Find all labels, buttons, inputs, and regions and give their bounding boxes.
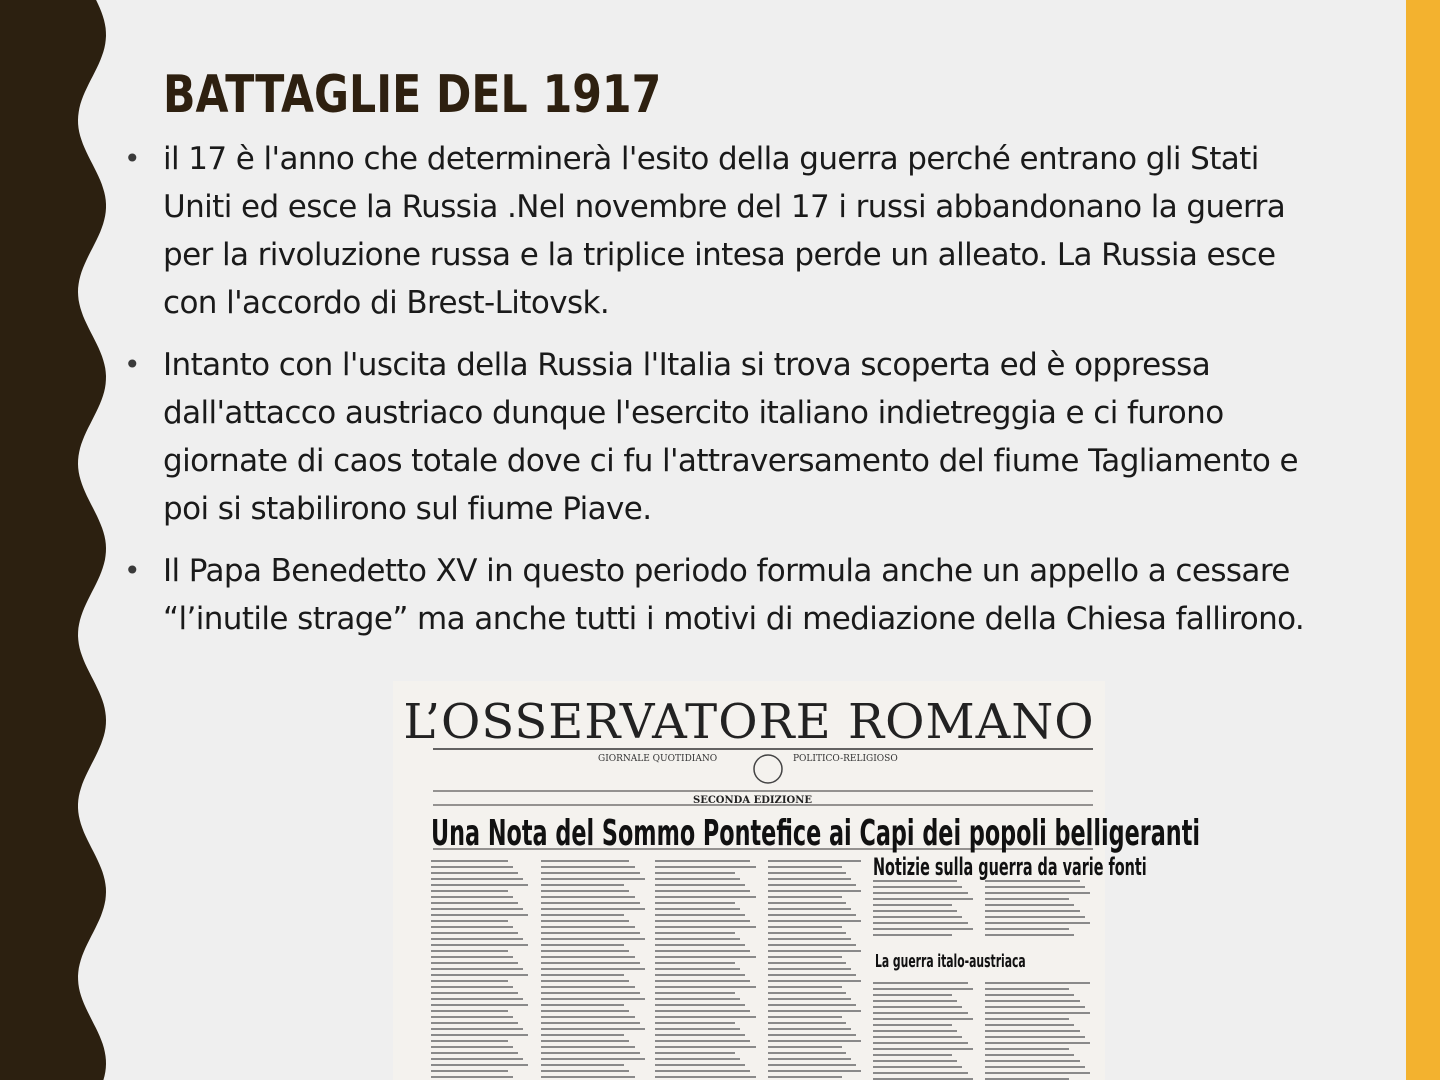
bullet-dot: • (124, 554, 140, 587)
newspaper-subhead-right: POLITICO-RELIGIOSO (793, 754, 898, 764)
newspaper-small-head: La guerra italo-austriaca (875, 951, 1026, 972)
bullet-list (122, 135, 1322, 657)
newspaper-masthead: L’OSSERVATORE ROMANO (403, 694, 1095, 750)
newspaper-headline: Una Nota del Sommo Pontefice ai Capi dei popoli belligeranti (431, 813, 1201, 854)
bullet-item (122, 341, 1322, 533)
newspaper-image (393, 681, 1201, 1080)
bullet-text: il 17 è l'anno che determinerà l'esito della guerra perché entrano gli Stati Uniti ed esce la Russia .Nel novembre del 17 i russi abbandonano la guerra per la rivoluzione russa e la triplice intesa perde un alleato. La Russia esce con l'accordo di Brest-Litovsk. (163, 141, 1286, 321)
newspaper-subheadline: Notizie sulla guerra da varie fonti (873, 853, 1147, 881)
slide-title: BATTAGLIE DEL 1917 (163, 65, 662, 125)
bullet-text: Il Papa Benedetto XV in questo periodo formula anche un appello a cessare “l’inutile strage” ma anche tutti i motivi di mediazione della Chiesa fallirono. (163, 553, 1305, 637)
bullet-dot: • (124, 142, 140, 175)
bullet-dot: • (124, 348, 140, 381)
decorative-accent-stripe (1406, 0, 1440, 1080)
bullet-item (122, 547, 1322, 643)
bullet-text: Intanto con l'uscita della Russia l'Italia si trova scoperta ed è oppressa dall'attacco austriaco dunque l'esercito italiano indietreggia e ci furono giornate di caos totale dove ci fu l'attraversamento del fiume Tagliamento e poi si stabilirono sul fiume Piave. (163, 347, 1298, 527)
decorative-wavy-band (0, 0, 130, 1080)
newspaper-subhead-left: GIORNALE QUOTIDIANO (598, 754, 718, 764)
newspaper-edition: SECONDA EDIZIONE (693, 795, 812, 806)
bullet-item (122, 135, 1322, 327)
